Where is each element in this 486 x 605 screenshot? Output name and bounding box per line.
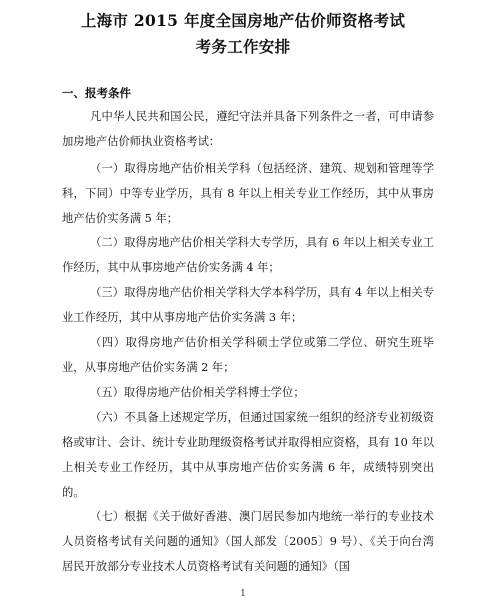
- page-number: 1: [240, 589, 246, 599]
- intro-paragraph: 凡中华人民共和国公民，遵纪守法并具备下列条件之一者，可申请参加房地产估价师执业资格考试：: [62, 110, 434, 148]
- document-title: 上海市 2015 年度全国房地产估价师资格考试: [80, 11, 406, 30]
- condition-item-6: （六）不具备上述规定学历，但通过国家统一组织的经济专业初级资格或审计、会计、统计专业助理级资格考试并取得相应资格，具有 10 年以上相关专业工作经历，其中从事房地产估价实务满 6 年，成绩特别突出的。: [62, 411, 434, 499]
- section-heading: 一、报考条件: [62, 86, 131, 100]
- condition-item-4: （四）取得房地产估价相关学科硕士学位或第二学位、研究生班毕业，从事房地产估价实务满 2 年；: [62, 336, 434, 374]
- condition-item-3: （三）取得房地产估价相关学科大学本科学历，具有 4 年以上相关专业工作经历，其中从事房地产估价实务满 3 年；: [62, 286, 434, 324]
- condition-item-1: （一）取得房地产估价相关学科（包括经济、建筑、规划和管理等学科，下同）中等专业学历，具有 8 年以上相关专业工作经历，其中从事房地产估价实务满 5 年；: [62, 162, 434, 225]
- condition-item-2: （二）取得房地产估价相关学科大专学历，具有 6 年以上相关专业工作经历，其中从事房地产估价实务满 4 年；: [62, 236, 434, 274]
- condition-item-7: （七）根据《关于做好香港、澳门居民参加内地统一举行的专业技术人员资格考试有关问题的通知》（国人部发〔2005〕9 号）、《关于向台湾居民开放部分专业技术人员资格考试有关问题的通知》（国: [62, 510, 434, 573]
- document-subtitle: 考务工作安排: [195, 37, 291, 56]
- condition-item-5: （五）取得房地产估价相关学科博士学位；: [90, 386, 305, 399]
